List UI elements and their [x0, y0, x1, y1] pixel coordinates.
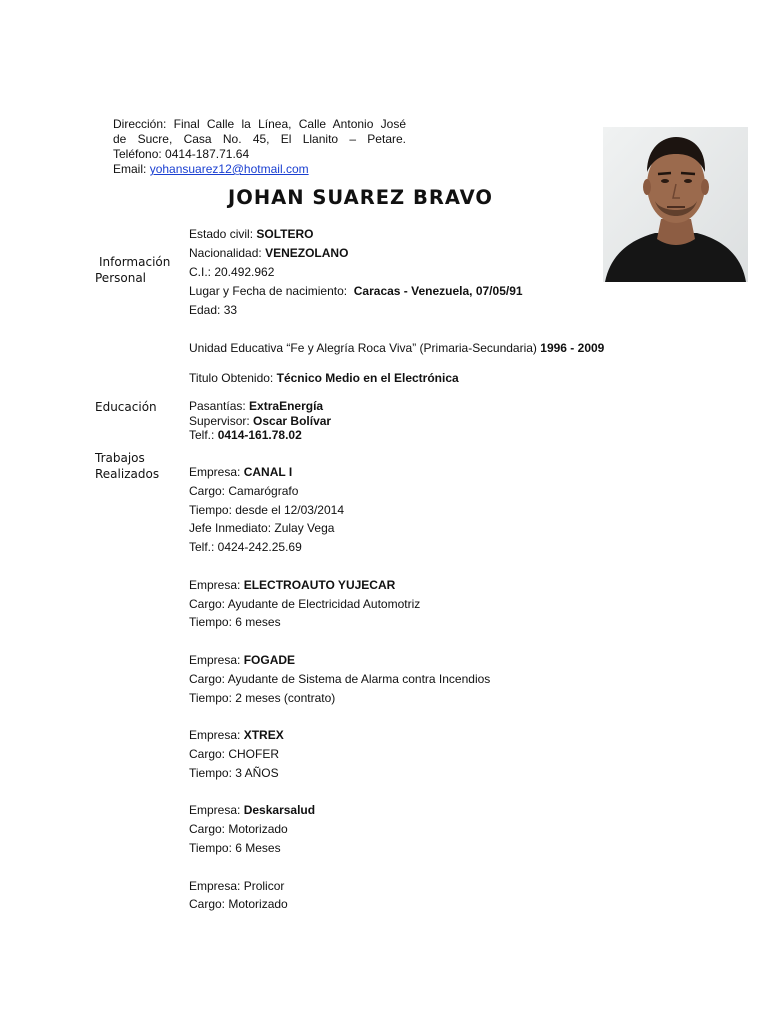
address-line-1: Dirección: Final Calle la Línea, Calle Antonio José [113, 117, 406, 131]
internship-phone-value: 0414-161.78.02 [217, 428, 302, 442]
supervisor-value: Oscar Bolívar [253, 413, 332, 428]
job-company-line [189, 801, 490, 820]
section-label-personal-line2: Personal [95, 271, 147, 285]
school-years: 1996 - 2009 [540, 341, 605, 355]
section-label-jobs-line2: Realizados [95, 467, 160, 481]
job-company-line [189, 726, 490, 745]
job-company-label: Empresa: [189, 652, 241, 667]
job-company-label: Empresa: [189, 803, 241, 818]
phone-value: 0414-187.71.64 [165, 147, 250, 161]
section-label-jobs [95, 450, 159, 482]
section-label-personal-line1: Información [99, 255, 171, 269]
phone-label: Teléfono: [113, 147, 162, 161]
civil-status-label: Estado civil: [189, 227, 254, 241]
job-detail: Tiempo: desde el 12/03/2014 [189, 502, 344, 517]
email-line [113, 162, 406, 177]
contact-block [113, 117, 406, 177]
job-company: Deskarsalud [243, 803, 316, 818]
address-line-2: de Sucre, Casa No. 45, El Llanito – Petare. [113, 132, 406, 146]
section-label-personal [95, 254, 171, 286]
section-label-jobs-line1: Trabajos [95, 451, 145, 465]
job-detail: Tiempo: 3 AÑOS [189, 765, 279, 780]
internship-phone-label: Telf.: [189, 428, 215, 442]
nationality-value: VENEZOLANO [265, 246, 349, 260]
job-entry [189, 726, 490, 782]
email-link[interactable]: yohansuarez12@hotmail.com [149, 162, 309, 176]
internship-block [189, 399, 331, 443]
job-company-line [189, 877, 490, 896]
profile-photo [603, 127, 748, 282]
job-detail: Cargo: CHOFER [189, 746, 280, 761]
job-entry [189, 651, 490, 707]
internship-label: Pasantías: [189, 399, 246, 413]
job-company: Prolicor [243, 878, 285, 893]
birth-label: Lugar y Fecha de nacimiento: [189, 284, 348, 298]
job-company: FOGADE [243, 652, 296, 667]
job-company-label: Empresa: [189, 577, 241, 592]
supervisor-label: Supervisor: [189, 413, 250, 428]
job-detail: Cargo: Motorizado [189, 822, 288, 837]
job-detail: Cargo: Motorizado [189, 897, 288, 912]
job-detail: Tiempo: 6 Meses [189, 840, 281, 855]
section-label-education: Educación [95, 400, 157, 414]
job-detail: Tiempo: 6 meses [189, 615, 281, 630]
job-company-line [189, 576, 490, 595]
job-detail: Jefe Inmediato: Zulay Vega [189, 521, 335, 536]
internship [189, 399, 331, 414]
job-entry [189, 801, 490, 857]
civil-status-value: SOLTERO [256, 227, 314, 241]
person-portrait-icon [603, 127, 748, 282]
job-company-line [189, 651, 490, 670]
job-detail: Cargo: Camarógrafo [189, 483, 299, 498]
nationality-label: Nacionalidad: [189, 246, 262, 260]
job-entry [189, 877, 490, 915]
job-entry [189, 576, 490, 632]
school-text: Unidad Educativa “Fe y Alegría Roca Viva” (Primaria-Secundaria) [189, 341, 537, 355]
job-entry [189, 463, 490, 557]
job-company: XTREX [243, 728, 284, 743]
job-company: ELECTROAUTO YUJECAR [243, 577, 396, 592]
job-company-line [189, 463, 490, 482]
email-label: Email: [113, 162, 147, 176]
job-company-label: Empresa: [189, 465, 241, 479]
birth-value: Caracas - Venezuela, 07/05/91 [353, 284, 523, 298]
degree-label: Titulo Obtenido: [189, 371, 274, 385]
supervisor [189, 414, 331, 429]
job-company-label: Empresa: [189, 728, 241, 743]
job-detail: Tiempo: 2 meses (contrato) [189, 690, 336, 705]
degree [189, 371, 459, 385]
jobs-list [189, 463, 490, 914]
job-detail: Telf.: 0424-242.25.69 [189, 540, 302, 555]
job-company-label: Empresa: [189, 878, 241, 893]
nationality [189, 246, 348, 260]
school [189, 341, 604, 355]
job-company: CANAL I [243, 465, 293, 479]
age: Edad: 33 [189, 303, 238, 317]
birth-info [189, 284, 523, 298]
internship-phone [189, 428, 331, 443]
candidate-name: JOHAN SUAREZ BRAVO [228, 186, 493, 209]
phone-line [113, 147, 406, 162]
ci-number: C.I.: 20.492.962 [189, 265, 275, 279]
job-detail: Cargo: Ayudante de Electricidad Automotriz [189, 596, 421, 611]
degree-value: Técnico Medio en el Electrónica [276, 371, 459, 385]
civil-status [189, 227, 314, 241]
internship-value: ExtraEnergía [249, 399, 324, 413]
job-detail: Cargo: Ayudante de Sistema de Alarma contra Incendios [189, 671, 491, 686]
